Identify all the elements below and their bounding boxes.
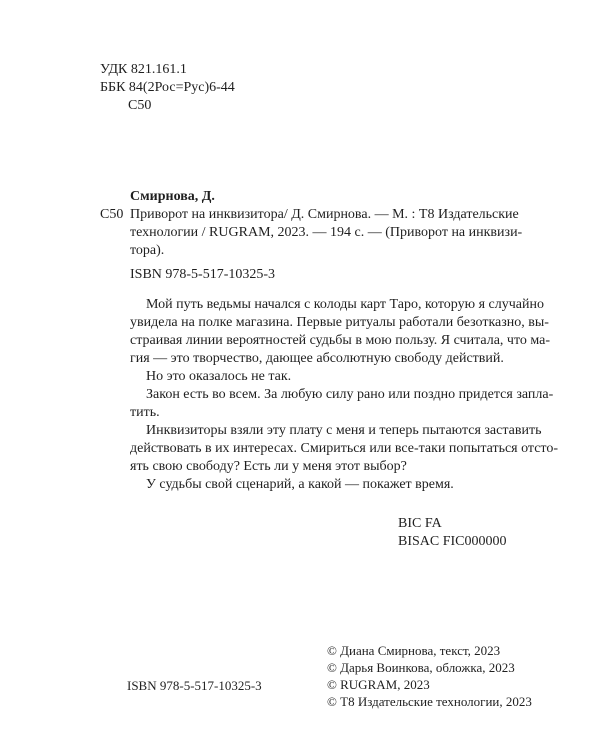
copyright-line: © Дарья Воинкова, обложка, 2023 [327,660,515,675]
annotation-line: Но это оказалось не так. [146,369,292,384]
annotation-line: гия — это творчество, дающее абсолютную свободу действий. [130,351,504,366]
bibliographic-line: тора). [130,243,165,258]
annotation-line: тить. [130,405,160,420]
copyright-line: © Диана Смирнова, текст, 2023 [327,643,501,658]
annotation-line: ять свою свободу? Есть ли у меня этот выбор? [130,459,407,474]
annotation-line: У судьбы свой сценарий, а какой — покажет время. [146,477,454,492]
author-heading: Смирнова, Д. [130,189,215,204]
annotation-line: Мой путь ведьмы начался с колоды карт Таро, которую я случайно [146,297,544,312]
isbn-footer: ISBN 978-5-517-10325-3 [127,678,262,693]
annotation-line: увидела на полке магазина. Первые ритуалы работали безотказно, вы- [130,315,549,330]
isbn-main: ISBN 978-5-517-10325-3 [130,267,276,282]
catalog-mark: С50 [128,98,152,113]
bbk-code: ББК 84(2Рос=Рус)6-44 [100,80,235,95]
copyright-line: © Т8 Издательские технологии, 2023 [327,694,532,709]
annotation-line: страивая линии вероятностей судьбы в мою пользу. Я считала, что ма- [130,333,551,348]
annotation-line: Инквизиторы взяли эту плату с меня и теперь пытаются заставить [146,423,542,438]
copyright-line: © RUGRAM, 2023 [327,677,430,692]
udk-code: УДК 821.161.1 [100,62,187,77]
annotation-line: действовать в их интересах. Смириться или все-таки попытаться отсто- [130,441,559,456]
bibliographic-line: технологии / RUGRAM, 2023. — 194 с. — (Приворот на инквизи- [130,225,523,240]
annotation-line: Закон есть во всем. За любую силу рано или поздно придется запла- [146,387,554,402]
bibliographic-mark: С50 [100,207,124,222]
bibliographic-line: Приворот на инквизитора/ Д. Смирнова. — М. : Т8 Издательские [130,207,519,222]
bic-code: BIC FA [398,516,442,531]
bisac-code: BISAC FIC000000 [398,534,507,549]
